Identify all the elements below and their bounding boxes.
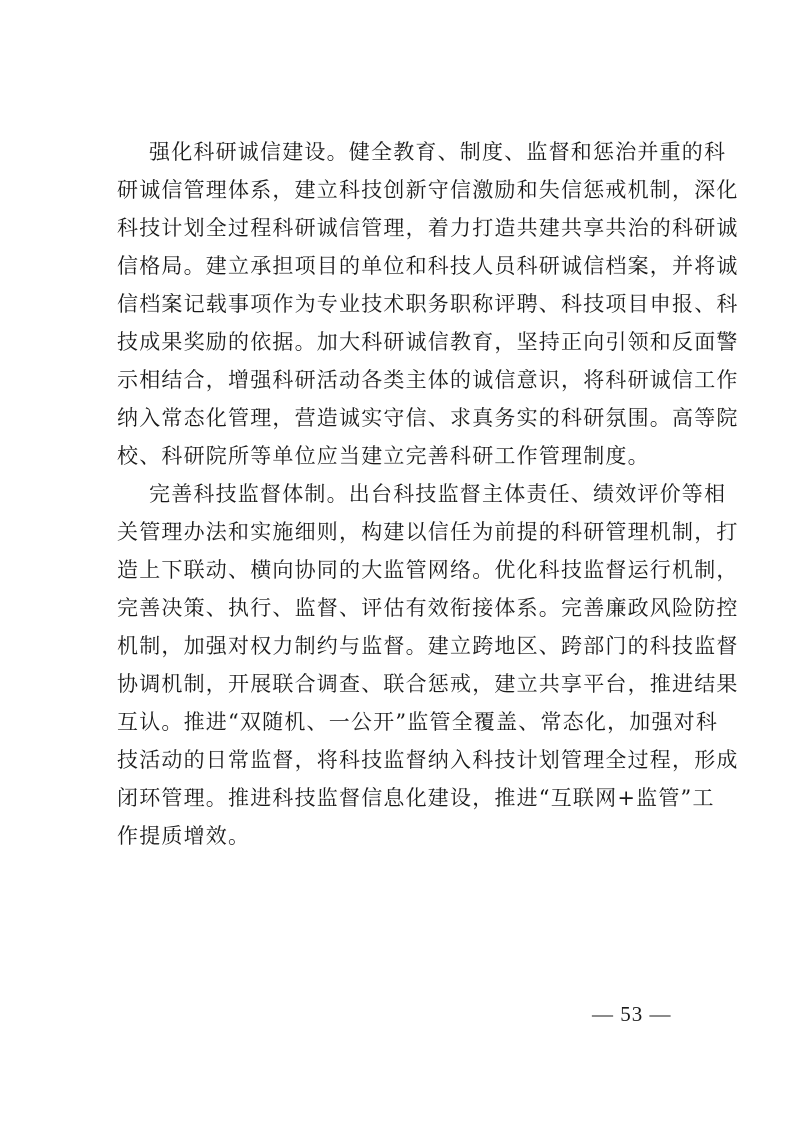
- paragraph-line: 研诚信管理体系，建立科技创新守信激励和失信惩戒机制，深化: [117, 178, 739, 202]
- paragraph-line: 示相结合，增强科研活动各类主体的诚信意识，将科研诚信工作: [117, 368, 739, 392]
- paragraph-line: 协调机制，开展联合调查、联合惩戒，建立共享平台，推进结果: [117, 672, 739, 696]
- paragraph-line: 闭环管理。推进科技监督信息化建设，推进“互联网+监管”工: [117, 786, 715, 810]
- paragraph-line: 强化科研诚信建设。健全教育、制度、监督和惩治并重的科: [149, 140, 727, 164]
- paragraph-line: 关管理办法和实施细则，构建以信任为前提的科研管理机制，打: [117, 520, 739, 544]
- paragraph-line: 信档案记载事项作为专业技术职务职称评聘、科技项目申报、科: [117, 292, 739, 316]
- paragraph-line: 作提质增效。: [117, 824, 251, 848]
- paragraph-line: 机制，加强对权力制约与监督。建立跨地区、跨部门的科技监督: [117, 634, 739, 658]
- paragraph-line: 互认。推进“双随机、一公开”监管全覆盖、常态化，加强对科: [117, 710, 719, 734]
- paragraph-line: 造上下联动、横向协同的大监管网络。优化科技监督运行机制，: [117, 558, 739, 582]
- paragraph-line: 科技计划全过程科研诚信管理，着力打造共建共享共治的科研诚: [117, 216, 739, 240]
- paragraph-line: 技成果奖励的依据。加大科研诚信教育，坚持正向引领和反面警: [117, 330, 739, 354]
- paragraph-line: 完善科技监督体制。出台科技监督主体责任、绩效评价等相: [149, 482, 727, 506]
- paragraph-line: 技活动的日常监督，将科技监督纳入科技计划管理全过程，形成: [117, 748, 739, 772]
- page-number: — 53 —: [592, 1002, 672, 1026]
- paragraph-line: 信格局。建立承担项目的单位和科技人员科研诚信档案，并将诚: [117, 254, 739, 278]
- paragraph-line: 完善决策、执行、监督、评估有效衔接体系。完善廉政风险防控: [117, 596, 739, 620]
- paragraph-line: 纳入常态化管理，营造诚实守信、求真务实的科研氛围。高等院: [117, 406, 739, 430]
- paragraph-line: 校、科研院所等单位应当建立完善科研工作管理制度。: [117, 444, 650, 468]
